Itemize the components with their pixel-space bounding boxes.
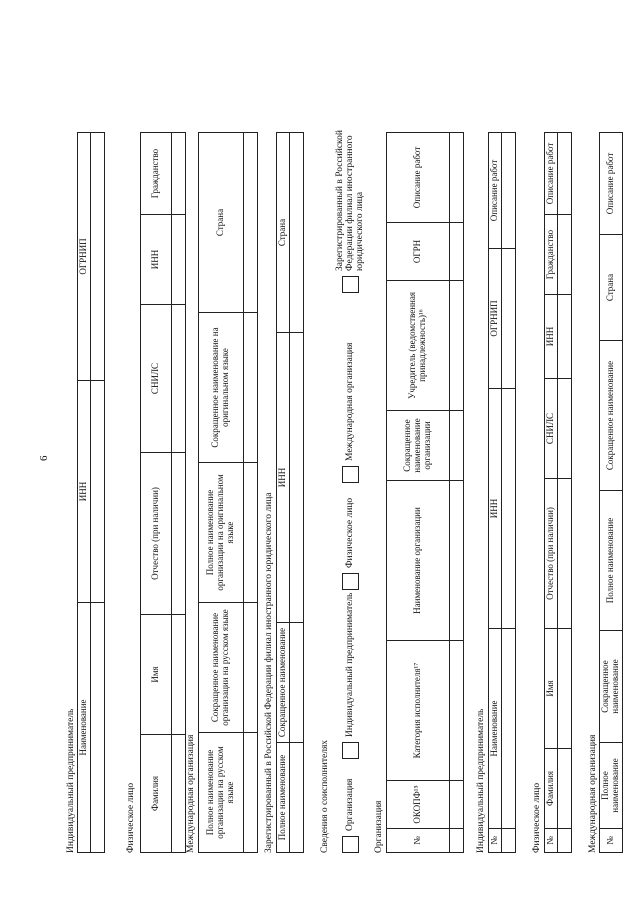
ip-header-inn: ИНН — [78, 381, 91, 603]
fl2-caption: Физическое лицо — [532, 782, 542, 853]
mo-header-shortname-orig: Сокращенное наименование на оригинальном языке — [199, 313, 244, 463]
fl-cell[interactable] — [172, 305, 186, 453]
org-cell[interactable] — [450, 481, 464, 641]
mo2-header-shortname-orig: Сокращенное наименование — [600, 341, 623, 491]
mo-header-country: Страна — [199, 133, 244, 313]
filial-cell[interactable] — [289, 743, 303, 853]
fl-header-firstname: Имя — [141, 615, 172, 735]
mo2-header-fullname: Полное наименование — [600, 743, 623, 829]
org-cell[interactable] — [450, 411, 464, 481]
page-number: 6 — [38, 455, 50, 461]
fl-header-citizenship: Гражданство — [141, 133, 172, 215]
fl-header-lastname: Фамилия — [141, 735, 172, 853]
filial-header-fullname: Полное наименование — [277, 743, 290, 853]
fl-cell[interactable] — [172, 215, 186, 305]
fl2-header-citizenship: Гражданство — [545, 215, 558, 295]
fl2-table — [544, 132, 572, 853]
ip2-cell[interactable] — [501, 249, 515, 389]
fl-cell[interactable] — [172, 133, 186, 215]
mo2-header-country: Страна — [600, 235, 623, 341]
fl-table — [140, 132, 186, 853]
ip-table — [77, 132, 105, 853]
ip-cell[interactable] — [90, 133, 104, 381]
fl-header-patronymic: Отчество (при наличии) — [141, 453, 172, 615]
org-cell[interactable] — [450, 281, 464, 411]
mo-header-fullname-ru: Полное наименование организации на русском языке — [199, 733, 244, 853]
fl2-header-snils: СНИЛС — [545, 379, 558, 479]
coexec-caption: Сведения о соисполнителях — [320, 739, 330, 853]
fl2-cell[interactable] — [557, 479, 571, 629]
mo2-header-fullname-orig: Полное наименование — [600, 491, 623, 631]
filial-cell[interactable] — [289, 333, 303, 623]
fl2-header-firstname: Имя — [545, 629, 558, 749]
fl2-header-work: Описание работ — [545, 133, 558, 215]
filial-cell[interactable] — [289, 133, 303, 333]
ip2-header-work: Описание работ — [489, 133, 502, 249]
fl2-cell[interactable] — [557, 749, 571, 829]
filial-header-inn: ИНН — [277, 333, 290, 623]
mo-checkbox-label: Международная организация — [345, 342, 355, 461]
mo-caption: Международная организация — [186, 734, 196, 853]
mo-cell[interactable] — [244, 313, 258, 463]
org-caption: Организация — [374, 800, 384, 853]
filial-checkbox-label: Зарегистрированный в Российской Федерации филиал иностранного юридического лица — [335, 129, 365, 271]
fl2-cell[interactable] — [557, 215, 571, 295]
mo2-table — [599, 132, 623, 853]
organization-checkbox-label: Организация — [345, 778, 355, 831]
fl2-cell[interactable] — [557, 829, 571, 853]
org-cell[interactable] — [450, 223, 464, 281]
org-cell[interactable] — [450, 133, 464, 223]
ip2-header-inn: ИНН — [489, 389, 502, 629]
ip2-cell[interactable] — [501, 829, 515, 853]
org-header-category: Категория исполнителя¹⁷ — [387, 641, 450, 781]
mo2-header-work: Описание работ — [600, 133, 623, 235]
ip2-caption: Индивидуальный предприниматель — [476, 708, 486, 853]
ip-checkbox-label: Индивидуальный предприниматель — [345, 592, 355, 737]
ip-header-name: Наименование — [78, 603, 91, 853]
ip-cell[interactable] — [90, 381, 104, 603]
ip2-header-ogrnip: ОГРНИП — [489, 249, 502, 389]
mo2-caption: Международная организация — [588, 734, 598, 853]
fl-cell[interactable] — [172, 615, 186, 735]
fl-cell[interactable] — [172, 453, 186, 615]
fl-header-snils: СНИЛС — [141, 305, 172, 453]
fl-cell[interactable] — [172, 735, 186, 853]
org-cell[interactable] — [450, 641, 464, 781]
mo2-header-num: № — [600, 829, 623, 853]
ip-cell[interactable] — [90, 603, 104, 853]
ip2-cell[interactable] — [501, 389, 515, 629]
org-header-name: Наименование организации — [387, 481, 450, 641]
filial-header-country: Страна — [277, 133, 290, 333]
ip2-cell[interactable] — [501, 133, 515, 249]
ip2-header-num: № — [489, 829, 502, 853]
filial-caption: Зарегистрированный в Российской Федерации филиал иностранного юридического лица — [264, 492, 274, 853]
ip2-table — [488, 132, 516, 853]
fl2-cell[interactable] — [557, 295, 571, 379]
ip-caption: Индивидуальный предприниматель — [66, 708, 76, 853]
fl-checkbox[interactable] — [342, 573, 359, 590]
ip2-cell[interactable] — [501, 629, 515, 829]
org-header-ogrn: ОГРН — [387, 223, 450, 281]
fl2-header-inn: ИНН — [545, 295, 558, 379]
fl-header-inn: ИНН — [141, 215, 172, 305]
org-header-shortname: Сокращенное наименование организации — [387, 411, 450, 481]
fl2-header-num: № — [545, 829, 558, 853]
org-cell[interactable] — [450, 781, 464, 829]
mo-table — [198, 132, 258, 853]
org-header-work: Описание работ — [387, 133, 450, 223]
ip-header-ogrnip: ОГРНИП — [78, 133, 91, 381]
org-cell[interactable] — [450, 829, 464, 853]
mo2-header-shortname: Сокращенное наименование — [600, 631, 623, 743]
org-table — [386, 132, 464, 853]
mo-cell[interactable] — [244, 133, 258, 313]
fl2-header-lastname: Фамилия — [545, 749, 558, 829]
filial-header-shortname: Сокращенное наименование — [277, 623, 290, 743]
mo-checkbox[interactable] — [342, 466, 359, 483]
fl-checkbox-label: Физическое лицо — [345, 497, 355, 568]
org-header-okopf: ОКОПФ¹⁵ — [387, 781, 450, 829]
mo-header-shortname-ru: Сокращенное наименование организации на русском языке — [199, 603, 244, 733]
filial-checkbox[interactable] — [342, 276, 359, 293]
mo-header-fullname-orig: Полное наименование организации на оригинальном языке — [199, 463, 244, 603]
mo-cell[interactable] — [244, 463, 258, 603]
filial-cell[interactable] — [289, 623, 303, 743]
org-header-founder: Учредитель (ведомственная принадлежность)¹⁶ — [387, 281, 450, 411]
ip-checkbox[interactable] — [342, 742, 359, 759]
fl2-header-patronymic: Отчество (при наличии) — [545, 479, 558, 629]
fl-caption: Физическое лицо — [126, 782, 136, 853]
mo-cell[interactable] — [244, 603, 258, 733]
fl2-cell[interactable] — [557, 629, 571, 749]
fl2-cell[interactable] — [557, 379, 571, 479]
ip2-header-name: Наименование — [489, 629, 502, 829]
organization-checkbox[interactable] — [342, 836, 359, 853]
filial-table — [276, 132, 304, 853]
org-header-num: № — [387, 829, 450, 853]
mo-cell[interactable] — [244, 733, 258, 853]
fl2-cell[interactable] — [557, 133, 571, 215]
